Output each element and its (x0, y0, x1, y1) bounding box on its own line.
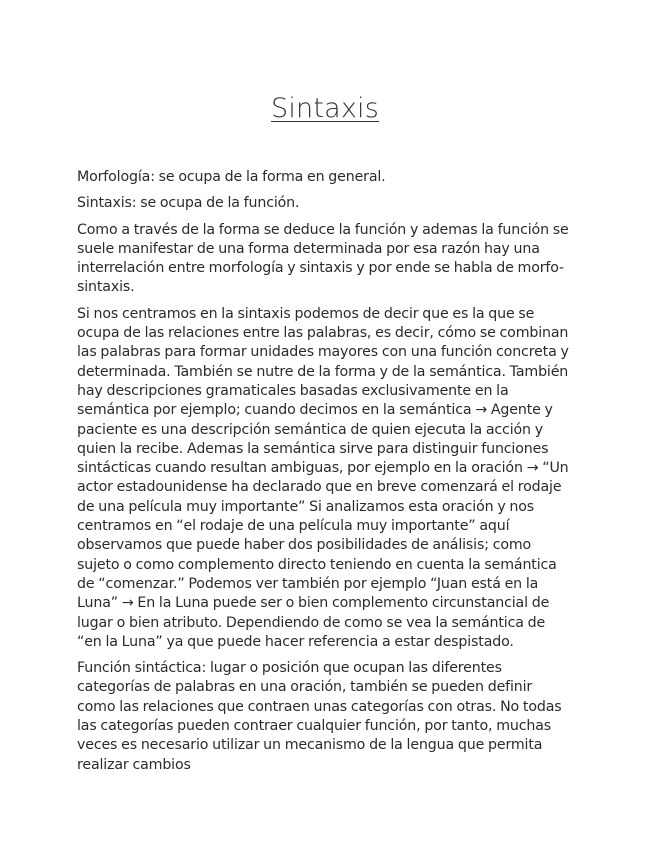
page-title: Sintaxis (270, 93, 380, 124)
paragraph-relaciones: Si nos centramos en la sintaxis podemos de decir que es la que se ocupa de las relaciones entre las palabras, es decir, cómo se combinan las palabras para formar unidades mayores con una función concreta y determinada. También se nutre de la forma y de la semántica. También hay descripciones gramaticales basadas exclusivamente en la semántica por ejemplo; cuando decimos en la semántica → Agente y paciente es una descripción semántica de quien ejecuta la acción y quien la recibe. Ademas la semántica sirve para distinguir funciones sintácticas cuando resultan ambiguas, por ejemplo en la oración → “Un actor estadounidense ha declarado que en breve comenzará el rodaje de una película muy importante” Si analizamos esta oración y nos centramos en “el rodaje de una película muy importante” aquí observamos que puede haber dos posibilidades de análisis; como sujeto o como complemento directo teniendo en cuenta la semántica de “comenzar.” Podemos ver también por ejemplo “Juan está en la Luna” → En la Luna puede ser o bien complemento circunstancial de lugar o bien atributo. Dependiendo de como se vea la semántica de “en la Luna” ya que puede hacer referencia a estar despistado. (77, 305, 569, 650)
document-body (77, 168, 573, 782)
paragraph-morfologia: Morfología: se ocupa de la forma en general. (77, 169, 386, 185)
paragraph-funcion-sintactica: Función sintáctica: lugar o posición que ocupan las diferentes categorías de palabras en una oración, también se pueden definir como las relaciones que contraen unas categorías con otras. No todas las categorías pueden contraer cualquier función, por tanto, muchas veces es necesario utilizar un mecanismo de la lengua que permita realizar cambios (77, 660, 562, 773)
paragraph-sintaxis: Sintaxis: se ocupa de la función. (77, 195, 300, 212)
paragraph-interrelacion: Como a través de la forma se deduce la función y ademas la función se suele manifestar de una forma determinada por esa razón hay una interrelación entre morfología y sintaxis y por ende se habla de morfo-sintaxis. (77, 221, 569, 296)
